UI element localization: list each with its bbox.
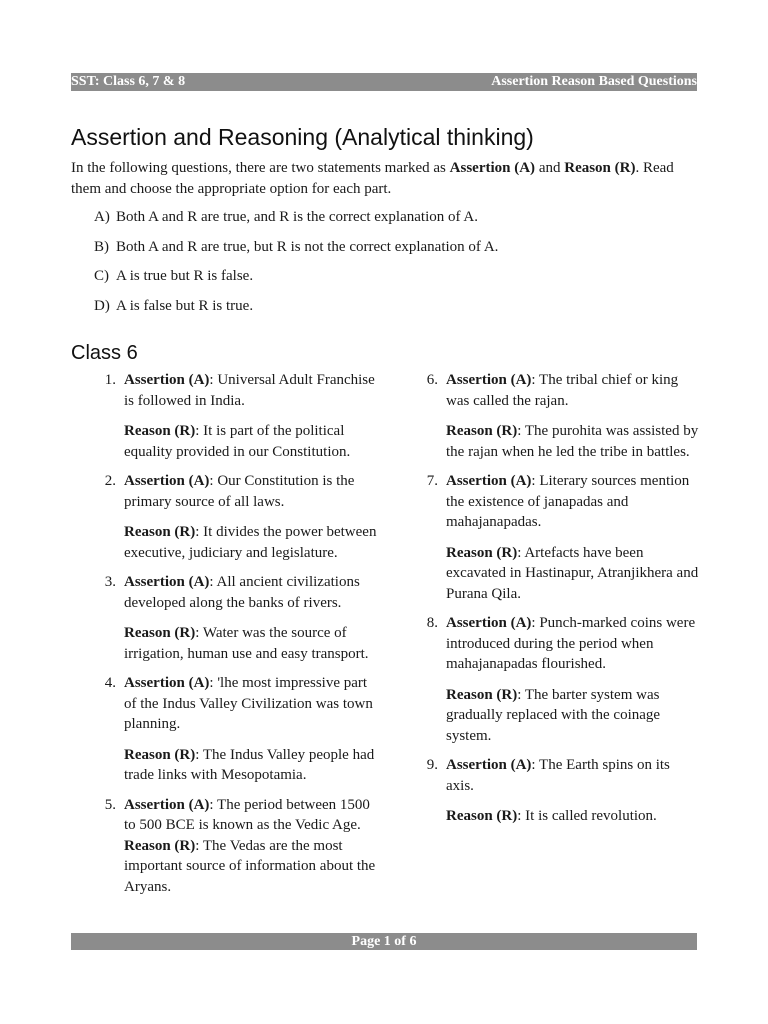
option-text: Both A and R are true, but R is not the correct explanation of A. xyxy=(116,238,499,255)
page-number: Page 1 of 6 xyxy=(351,934,417,949)
reason-label: Reason (R) xyxy=(446,544,518,561)
question-item xyxy=(98,673,380,786)
option-letter: D) xyxy=(94,298,110,315)
question-item xyxy=(420,370,700,462)
intro-text-end: . Read them and choose the appropriate option for each part. xyxy=(71,160,674,197)
reason-statement xyxy=(124,522,380,563)
intro-text: In the following questions, there are two statements marked as xyxy=(71,160,450,176)
assertion-text: : 'lhe most impressive part of the Indus Valley Civilization was town planning. xyxy=(124,675,373,732)
reason-label: Reason (R) xyxy=(124,423,196,439)
reason-label: Reason (R) xyxy=(124,524,196,540)
reason-statement xyxy=(446,421,700,462)
reason-statement xyxy=(446,685,700,747)
assertion-statement xyxy=(124,795,380,836)
reason-text: : The Vedas are the most important source of information about the Aryans. xyxy=(124,837,376,895)
assertion-text: : Punch-marked coins were introduced during the period when mahajanapadas flourished. xyxy=(446,615,696,672)
option-text: Both A and R are true, and R is the correct explanation of A. xyxy=(116,209,478,225)
question-item xyxy=(98,572,380,664)
assertion-label: Assertion (A) xyxy=(446,757,532,773)
assertion-statement xyxy=(446,370,700,411)
assertion-statement xyxy=(446,755,700,796)
instructions-paragraph xyxy=(71,158,697,200)
reason-text: : It divides the power between executive, judiciary and legislature. xyxy=(124,524,377,561)
reason-statement xyxy=(124,836,380,898)
option-item xyxy=(94,296,498,326)
question-item xyxy=(98,471,380,563)
reason-statement xyxy=(446,806,700,827)
option-text: A is true but R is false. xyxy=(116,268,254,285)
assertion-statement xyxy=(124,673,380,735)
option-item xyxy=(94,237,498,267)
assertion-statement xyxy=(446,613,700,675)
assertion-statement xyxy=(124,471,380,512)
question-number: 9. xyxy=(426,757,438,773)
reason-label: Reason (R) xyxy=(446,686,518,703)
option-letter: B) xyxy=(94,238,109,255)
reason-text: : It is called revolution. xyxy=(517,808,657,824)
question-number: 7. xyxy=(426,473,438,489)
reason-text: : Artefacts have been excavated in Hastinapur, Atranjikhera and Purana Qila. xyxy=(446,544,699,602)
question-number: 3. xyxy=(104,574,116,590)
assertion-text: : The tribal chief or king was called the rajan. xyxy=(446,372,679,409)
option-item xyxy=(94,207,498,237)
question-number: 2. xyxy=(104,473,116,489)
question-item xyxy=(98,370,380,462)
page-footer xyxy=(71,933,697,950)
page-header xyxy=(71,73,697,91)
reason-statement xyxy=(124,745,380,786)
option-letter: C) xyxy=(94,268,109,285)
assertion-text: : Our Constitution is the primary source of all laws. xyxy=(124,473,355,510)
assertion-text: : Universal Adult Franchise is followed in India. xyxy=(124,372,375,409)
question-number: 4. xyxy=(104,675,116,691)
reason-text: : The barter system was gradually replaced with the coinage system. xyxy=(446,686,661,744)
answer-options-list xyxy=(94,207,498,326)
questions-column-right xyxy=(420,370,700,836)
reason-label: Reason (R) xyxy=(446,808,518,824)
assertion-statement xyxy=(124,370,380,411)
header-topic: Assertion Reason Based Questions xyxy=(491,74,697,89)
assertion-label: Assertion (A) xyxy=(124,574,210,590)
question-item xyxy=(420,471,700,604)
page-title: Assertion and Reasoning (Analytical thinking) xyxy=(71,124,534,150)
assertion-text: : The period between 1500 to 500 BCE is known as the Vedic Age. xyxy=(124,796,370,833)
questions-column-left xyxy=(98,370,380,906)
assertion-label: Assertion (A) xyxy=(124,473,210,489)
reason-label: Reason (R) xyxy=(124,625,196,641)
reason-label: Reason (R) xyxy=(446,423,518,439)
assertion-label: Assertion (A) xyxy=(124,372,210,388)
option-item xyxy=(94,266,498,296)
assertion-text: : All ancient civilizations developed along the banks of rivers. xyxy=(124,574,360,611)
reason-label: Reason (R) xyxy=(124,746,196,763)
reason-text: : It is part of the political equality provided in our Constitution. xyxy=(124,423,351,460)
reason-text: : Water was the source of irrigation, human use and easy transport. xyxy=(124,625,369,662)
assertion-text: : Literary sources mention the existence of janapadas and mahajanapadas. xyxy=(446,473,690,530)
question-number: 8. xyxy=(426,615,438,631)
reason-statement xyxy=(124,623,380,664)
assertion-label: Assertion (A) xyxy=(446,473,532,489)
assertion-label: Assertion (A) xyxy=(124,796,210,813)
question-number: 1. xyxy=(104,372,116,388)
assertion-text: : The Earth spins on its axis. xyxy=(446,757,670,794)
question-item xyxy=(98,795,380,898)
reason-label: Reason (R) xyxy=(124,837,196,854)
section-heading: Class 6 xyxy=(71,342,138,364)
assertion-statement xyxy=(124,572,380,613)
assertion-label: Assertion (A) xyxy=(124,675,210,691)
question-item xyxy=(420,755,700,827)
reason-text: : The purohita was assisted by the rajan when he led the tribe in battles. xyxy=(446,423,699,460)
question-number: 5. xyxy=(104,796,116,813)
assertion-label: Assertion (A) xyxy=(446,615,532,631)
reason-text: : The Indus Valley people had trade links with Mesopotamia. xyxy=(124,746,375,783)
intro-reason-term: Reason (R) xyxy=(564,160,636,176)
assertion-statement xyxy=(446,471,700,533)
reason-statement xyxy=(446,543,700,605)
option-letter: A) xyxy=(94,209,110,225)
intro-assertion-term: Assertion (A) xyxy=(449,160,536,176)
intro-and: and xyxy=(535,160,565,176)
reason-statement xyxy=(124,421,380,462)
header-subject: SST: Class 6, 7 & 8 xyxy=(71,74,186,89)
assertion-label: Assertion (A) xyxy=(446,372,532,388)
option-text: A is false but R is true. xyxy=(116,298,254,315)
question-item xyxy=(420,613,700,746)
question-number: 6. xyxy=(426,372,438,388)
